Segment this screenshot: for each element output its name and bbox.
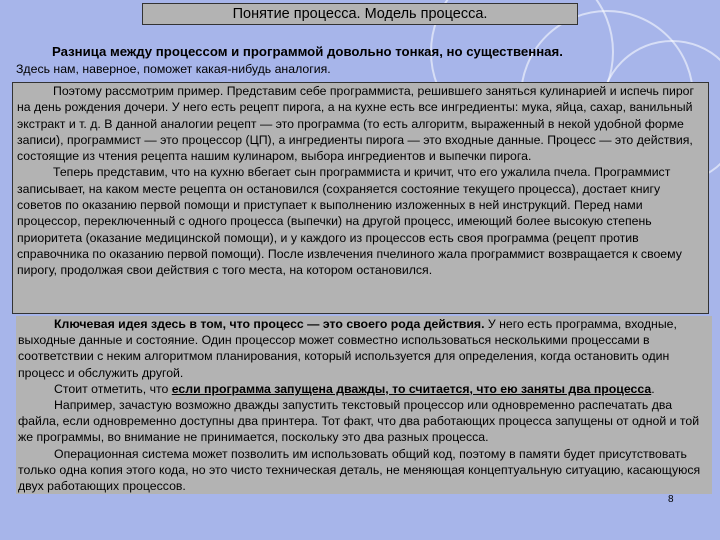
page-number: 8: [668, 494, 674, 505]
paragraph-os: Операционная система может позволить им использовать общий код, поэтому в памяти будет присутствовать только одна копия этого кода, но это чисто техническая деталь, не меняющая концептуальную ситуацию, касающуюся двух работающих процессов.: [18, 446, 701, 494]
intro-lead: Разница между процессом и программой довольно тонкая, но существенная.: [52, 44, 563, 59]
key-idea-bold: Ключевая идея здесь в том, что процесс — это своего рода действия.: [54, 317, 485, 331]
note-bold: если программа запущена дважды, то считается, что ею заняты два процесса: [171, 381, 652, 396]
intro-section: [16, 43, 711, 77]
note-start: Стоит отметить, что: [54, 381, 172, 396]
paragraph-note: [18, 381, 710, 397]
lower-section: [16, 316, 712, 494]
paragraph-example2: Например, зачастую возможно дважды запустить текстовый процессор или одновременно распечатать два файла, если одновременно доступны два принтера. Тот факт, что два работающих процесса запущены от одной и той же программы, во внимание не принимается, поскольку это два разных процесса.: [18, 398, 700, 445]
paragraph-key-idea: [18, 316, 710, 381]
slide-title-box: [142, 3, 578, 25]
key-idea-rest: У него есть программа, входные, выходные данные и состояние. Один процессор может совместно использоваться несколькими процессами в соответствии с неким алгоритмом планирования, который используется для определения, когда остановить один процесс и обслужить другой.: [18, 317, 677, 380]
note-end: .: [651, 381, 655, 396]
intro-text: Здесь нам, наверное, поможет какая-нибудь аналогия.: [16, 62, 331, 76]
slide-title: Понятие процесса. Модель процесса.: [232, 6, 488, 22]
paragraph-son: Теперь представим, что на кухню вбегает сын программиста и кричит, что его ужалила пчела. Программист записывает, на каком месте рецепта он остановился (сохраняется состояние текущего процесса), достает книгу советов по оказанию первой помощи и приступает к выполнению изложенных в ней инструкций. Перед нами процессор, переключенный с одного процесса (выпечки) на другой процесс, имеющий более высокую степень приоритета (оказание медицинской помощи), и у каждого из процессов есть своя программа (рецепт против справочника по оказанию первой помощи). После извлечения пчелиного жала программист возвращается к своему пирогу, продолжая свои действия с того места, на котором остановился.: [17, 165, 682, 278]
paragraph-example: Поэтому рассмотрим пример. Представим себе программиста, решившего заняться кулинарией и испечь пирог на день рождения дочери. У него есть рецепт пирога, а на кухне есть все ингредиенты: мука, яйца, сахар, ванильный экстракт и т. д. В данной аналогии рецепт — это программа (то есть алгоритм, выраженный в некой удобной форме записи), программист — это процессор (ЦП), а ингредиенты пирога — это входные данные. Процесс — это действия, состоящие из чтения рецепта нашим кулинаром, выбора ингредиентов и выпечки пирога.: [17, 84, 695, 164]
example-box: [12, 82, 709, 314]
